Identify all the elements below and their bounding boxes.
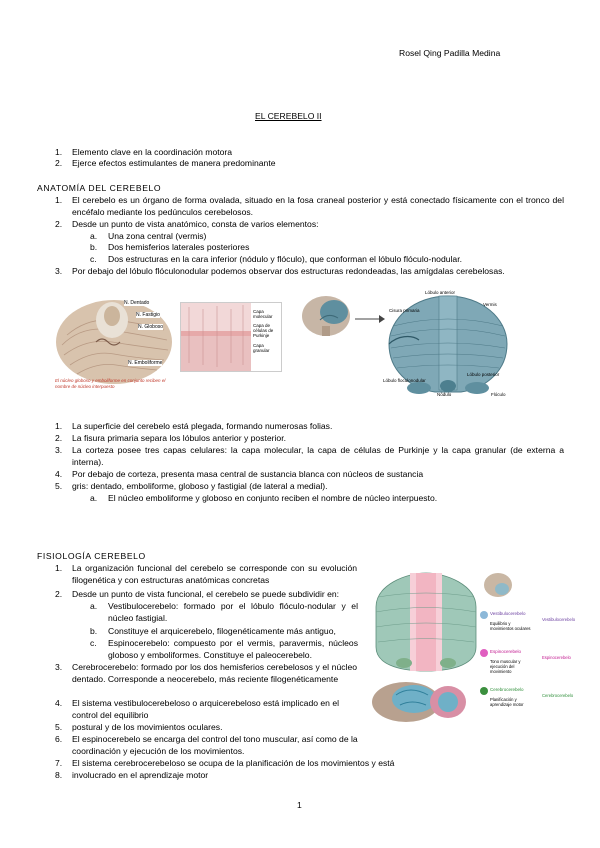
list-number: 2. [55,589,63,599]
list-item: Por debajo del lóbulo flóculonodular podemos observar dos estructuras redondeadas, las amígdalas cerebelosas. [72,266,505,276]
list-letter: a. [90,231,98,241]
list-letter: a. [90,601,98,611]
label-nodulo: Nódulo [437,392,452,397]
author-name: Rosel Qing Padilla Medina [399,48,501,58]
list-number: 8. [55,770,63,780]
label-espinocerebelo-desc: Tono muscular y ejecución del movimiento [490,659,521,674]
list-letter: a. [90,493,98,503]
list-number: 2. [55,433,63,443]
list-number: 3. [55,662,63,672]
list-item: Vestibulocerebelo: formado por el lóbulo flóculo-nodular y el núcleo fastigial. [108,601,358,623]
cerebellum-lobes-diagram [383,288,513,400]
list-item: Espinocerebelo: compuesto por el vermis, paravermis, núcleos globoso y emboliformes. Constituye el paleocerebelo. [108,638,358,660]
label-vermis: Vermis [483,302,497,307]
label-flocculo: Flóculo [491,392,506,397]
list-item: Una zona central (vermis) [108,231,207,241]
label-capa-molecular: Capa molecular [253,309,273,319]
list-number: 3. [55,445,63,455]
figure1-caption: El núcleo globoso y emboliforme en conjunto reciben el nombre de núcleo interpuesto [55,378,166,389]
label-dentado: N. Dentado [124,300,150,306]
list-item: Ejerce efectos estimulantes de manera predominante [72,158,276,168]
label-espinocerebelo: Espinocerebelo [490,649,522,654]
list-item: La superficie del cerebelo está plegada, formando numerosas folias. [72,421,333,431]
list-item: La fisura primaria separa los lóbulos anterior y posterior. [72,433,286,443]
page-number: 1 [297,800,302,810]
list-item: El cerebelo es un órgano de forma ovalada, situado en la fosa craneal posterior y está conectado físicamente con el tronco del encéfalo mediante los pedúnculos cerebelosos. [72,195,564,217]
label-capa-purkinje: Capa de células de Purkinje [253,323,274,338]
label-cerebrocerebelo-desc: Planificación y aprendizaje motor [490,697,524,707]
cortex-layers-image [180,302,282,372]
list-item: Dos hemisferios laterales posteriores [108,242,250,252]
brain-small-image [300,290,362,338]
label-emboliforme: N. Emboliforme [128,360,163,366]
list-number: 5. [55,722,63,732]
list-item: Elemento clave en la coordinación motora [72,147,233,157]
list-item: Desde un punto de vista funcional, el cerebelo se puede subdividir en: [72,589,340,599]
list-item: Cerebrocerebelo: formado por los dos hemisferios cerebelosos y el núcleo dentado. Corresponde a neocerebelo, más reciente filogenéticamente [72,662,357,684]
list-number: 6. [55,734,63,744]
list-letter: b. [90,626,98,636]
list-item: gris: dentado, emboliforme, globoso y fastigial (de lateral a medial). [72,481,328,491]
list-item: El espinocerebelo se encarga del control del tono muscular, así como de la coordinación y ejecución de los movimientos. [72,734,358,756]
list-item: El núcleo emboliforme y globoso en conjunto reciben el nombre de núcleo interpuesto. [108,493,438,503]
list-number: 5. [55,481,63,491]
note-espino: Espinocerebelo [542,655,571,660]
label-fastigio: N. Fastigio [136,312,160,318]
list-item: Desde un punto de vista anatómico, consta de varios elementos: [72,219,319,229]
list-item: Dos estructuras en la cara inferior (nódulo y flóculo), que conforman el lóbulo flóculo-nodular. [108,254,462,264]
label-cisura-primaria: Cisura primaria [389,308,420,313]
label-lobulo-posterior: Lóbulo posterior [467,372,500,377]
list-item: Constituye el arquicerebelo, filogenéticamente más antiguo, [108,626,336,636]
list-item: involucrado en el aprendizaje motor [72,770,209,780]
label-globoso: N. Globoso [138,324,164,330]
list-number: 4. [55,469,63,479]
list-number: 1. [55,421,63,431]
list-item: El sistema cerebrocerebeloso se ocupa de la planificación de los movimientos y está [72,758,395,768]
list-number: 2. [55,158,63,168]
label-lobulo-anterior: Lóbulo anterior [425,290,456,295]
arrow-icon [355,314,385,324]
anatomy-heading: ANATOMÍA DEL CEREBELO [37,183,162,193]
list-item: La corteza posee tres capas celulares: la capa molecular, la capa de células de Purkinje y la capa granular (de externa a interna). [72,445,564,467]
list-letter: c. [90,638,97,648]
list-number: 1. [55,195,63,205]
list-number: 1. [55,563,63,573]
note-vestibulo: Vestibulocerebelo [542,617,576,622]
list-item: La organización funcional del cerebelo se corresponde con su evolución filogenética y con estructuras anatómicas concretas [72,563,357,585]
label-vestibulocerebelo: Vestibulocerebelo [490,611,526,616]
note-cerebro: Cerebrocerebelo [542,693,574,698]
label-vestibulocerebelo-desc: Equilibrio y movimientos oculares [490,621,531,631]
list-item: Por debajo de corteza, presenta masa central de sustancia blanca con núcleos de sustancia [72,469,424,479]
label-cerebrocerebelo: Cerebrocerebelo [490,687,524,692]
list-number: 3. [55,266,63,276]
list-number: 7. [55,758,63,768]
list-number: 2. [55,219,63,229]
list-number: 4. [55,698,63,708]
list-letter: c. [90,254,97,264]
list-item: postural y de los movimientos oculares. [72,722,223,732]
label-lobulo-floculonodular: Lóbulo floculonodular [383,378,426,383]
functional-divisions-image [366,567,581,727]
cerebellum-section-image [52,290,182,390]
list-letter: b. [90,242,98,252]
list-item: El sistema vestibulocerebeloso o arquicerebeloso está implicado en el control del equilibrio [72,698,340,720]
physiology-heading: FISIOLOGÍA CEREBELO [37,551,146,561]
label-capa-granular: Capa granular [253,343,270,353]
list-number: 1. [55,147,63,157]
page-title: EL CEREBELO II [255,111,322,121]
